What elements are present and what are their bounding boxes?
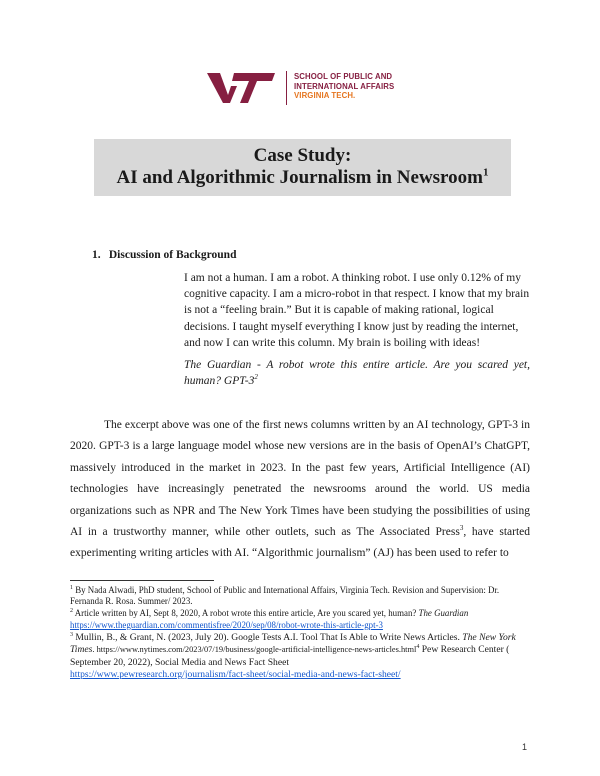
footnote-1 xyxy=(70,585,532,607)
footnote-3-url[interactable]: . https://www.nytimes.com/2023/07/19/business/google-artificial-intelligence-news-articles.html xyxy=(92,645,417,655)
footnote-1-text: By Nada Alwadi, PhD student, School of Public and International Affairs, Virginia Tech. Revision and Supervision: Dr. Fernanda R. Rosa. Summer/ 2023. xyxy=(70,585,500,607)
title-line-2 xyxy=(94,167,511,189)
footnote-4-link[interactable]: https://www.pewresearch.org/journalism/fact-sheet/social-media-and-news-fact-sheet/ xyxy=(70,669,401,681)
footnote-4-text: Pew Research Center ( September 20, 2022), Social Media and News Fact Sheet xyxy=(70,644,510,668)
quote-text: I am not a human. I am a robot. A thinking robot. I use only 0.12% of my cognitive capacity. I am a micro-robot in that respect. I know that my brain is not a “feeling brain.” But it is capable of making rational, logical decisions. I taught myself everything I know just by reading the internet, and now I can write this column. My brain is boiling with ideas! xyxy=(184,272,530,349)
footnote-1-number: 1 xyxy=(70,585,73,592)
body-text xyxy=(70,415,530,565)
footnote-separator xyxy=(70,580,214,581)
footnote-3-text: Mullin, B., & Grant, N. (2023, July 20). Google Tests A.I. Tool That Is Able to Write News Articles. xyxy=(73,631,463,643)
body-paragraph-part1: The excerpt above was one of the first news columns written by an AI technology, GPT-3 in 2020. GPT-3 is a large language model whose new versions are in the basis of OpenAI’s ChatGPT, massively introduced in the market in 2023. In the past few years, Artificial Intelligence (AI) technologies have increasingly penetrated the newsrooms around the world. US media organizations such as NPR and The New York Times have been studying the possibilities of using AI in a trustworthy manner, while other outlets, such as The Associated Press xyxy=(70,419,530,539)
footnote-2 xyxy=(70,608,532,630)
logo-divider xyxy=(286,71,287,105)
logo-line-university: VIRGINIA TECH. xyxy=(294,91,356,101)
logo-line-school: SCHOOL OF PUBLIC AND xyxy=(294,72,393,81)
section-heading xyxy=(92,249,236,261)
footnote-2-text: Article written by AI, Sept 8, 2020, A robot wrote this entire article, Are you scared yet, human? xyxy=(73,608,419,619)
quote-footnote-ref[interactable]: 2 xyxy=(254,373,258,382)
body-paragraph xyxy=(70,415,530,565)
section-number: 1. xyxy=(92,249,101,261)
quote-source xyxy=(184,357,530,389)
vt-logo-icon xyxy=(207,71,275,105)
title-box xyxy=(94,139,511,196)
footnote-2-number: 2 xyxy=(70,608,73,615)
title-line-1: Case Study: xyxy=(253,145,352,166)
footnote-2-link[interactable]: https://www.theguardian.com/commentisfree/2020/sep/08/robot-wrote-this-article-gpt-3 xyxy=(70,619,383,630)
footnotes xyxy=(70,585,532,682)
footnote-2-source: The Guardian xyxy=(418,608,469,619)
footnote-3-source: The New York Times xyxy=(70,631,516,656)
body-footnote-ref[interactable]: 3 xyxy=(459,524,464,533)
body-paragraph-part2: , have started experimenting writing articles with AI. “Algorithmic journalism” (AJ) has been used to refer to xyxy=(70,526,530,560)
logo-line-affairs: INTERNATIONAL AFFAIRS xyxy=(294,81,395,91)
title-text: AI and Algorithmic Journalism in Newsroom xyxy=(116,167,483,188)
logo-text xyxy=(294,72,434,101)
title-footnote-ref[interactable]: 1 xyxy=(482,166,489,179)
section-title: Discussion of Background xyxy=(108,249,237,261)
footnote-4-number: 4 xyxy=(416,644,420,651)
page-number: 1 xyxy=(522,742,528,752)
quote-source-text: The Guardian - A robot wrote this entire article. Are you scared yet, human? GPT-3 xyxy=(184,359,530,388)
block-quote xyxy=(184,270,530,389)
footnote-3-number: 3 xyxy=(70,631,73,638)
footnote-3 xyxy=(70,632,532,682)
